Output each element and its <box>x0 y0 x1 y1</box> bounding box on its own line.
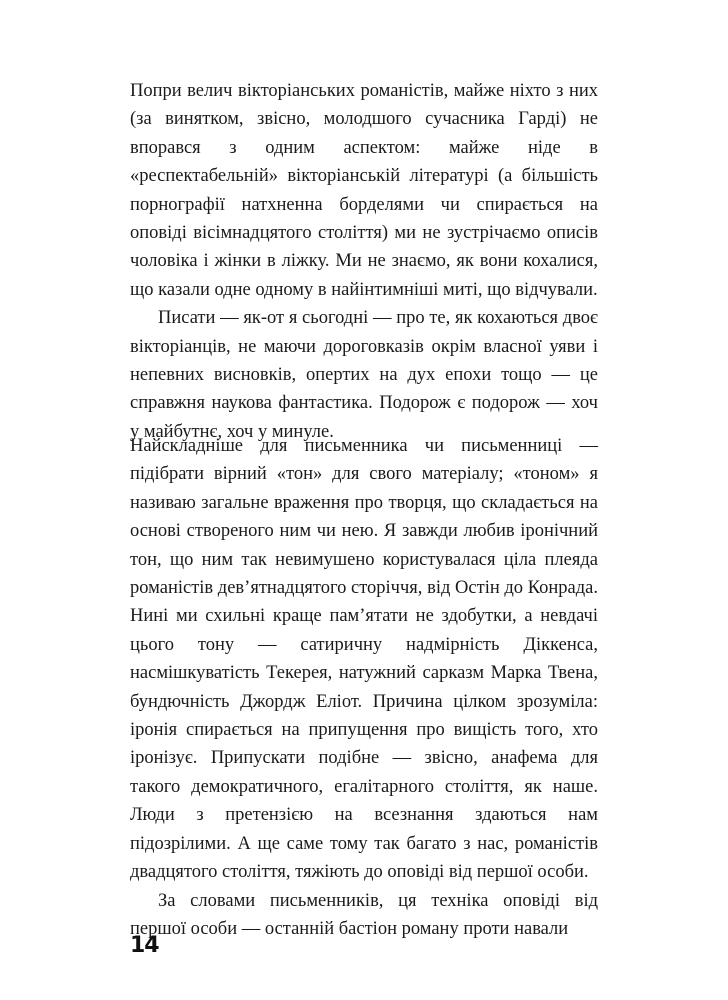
text-section-2 <box>130 432 598 943</box>
page-number: 14 <box>130 933 159 958</box>
paragraph: Найскладніше для письменника чи письменниці — підібрати вірний «тон» для свого матеріалу; «тоном» я називаю загальне враження про творця, що складається на основі створеного ним чи нею. Я завжди любив іронічний тон, що ним так невимушено користувалася ціла плеяда романістів дев’ятнадцятого сторіччя, від Остін до Конрада. Нині ми схильні краще пам’ятати не здобутки, а невдачі цього тону — сатиричну надмірність Діккенса, насмішкуватість Текерея, натужний сарказм Марка Твена, бундючність Джордж Еліот. Причина цілком зрозуміла: іронія спирається на припущення про вищість того, хто іронізує. Припускати подібне — звісно, анафема для такого демократичного, егалітарного століття, як наше. Люди з претензією на всезнання здаються нам підозрілими. А ще саме тому так багато з нас, романістів двадцятого століття, тяжіють до оповіді від першої особи. <box>130 436 598 883</box>
paragraph: Писати — як-от я сьогодні — про те, як кохаються двоє вікторіанців, не маючи дороговказів окрім власної уяви і непевних висновків, опертих на дух епохи тощо — це справжня наукова фантастика. Подорож є подорож — хоч у майбутнє, хоч у минуле. <box>130 308 598 442</box>
paragraph: Попри велич вікторіанських романістів, майже ніхто з них (за винятком, звісно, молодшого сучасника Гарді) не впорався з одним аспектом: майже ніде в «респектабельній» вікторіанській літературі (а більшість порнографії натхненна борделями чи спирається на оповіді вісімнадцятого століття) ми не зустрічаємо описів чоловіка і жінки в ліжку. Ми не знаємо, як вони кохалися, що казали одне одному в найінтимніші миті, що відчували. <box>130 81 598 300</box>
paragraph: За словами письменників, ця техніка оповіді від першої особи — останній бастіон роману проти навали <box>130 890 598 939</box>
text-section-1 <box>130 77 598 446</box>
